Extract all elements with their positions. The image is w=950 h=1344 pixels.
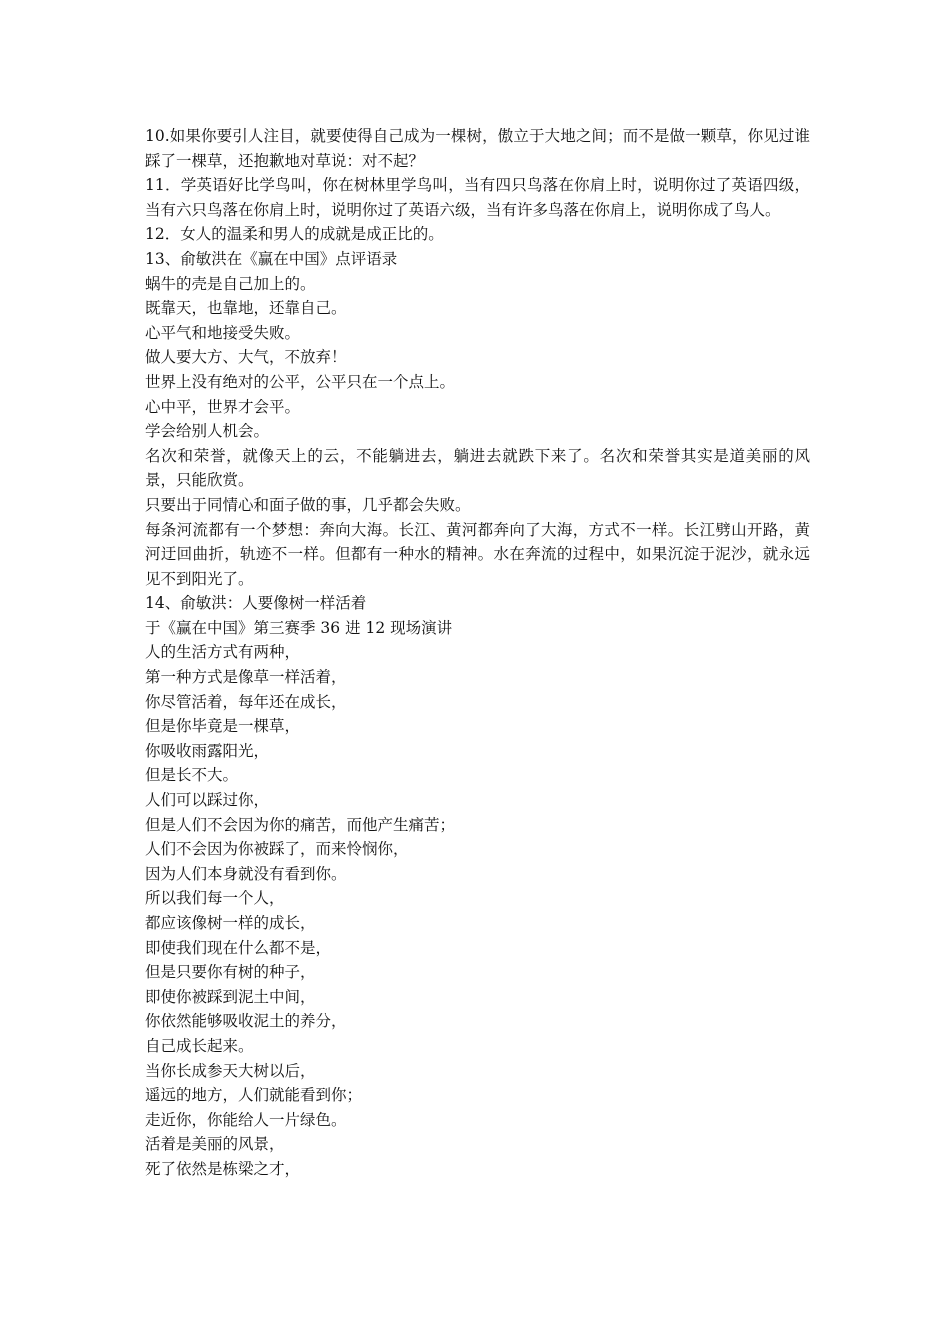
quote-line: 蜗牛的壳是自己加上的。 bbox=[145, 274, 316, 293]
document-page bbox=[145, 124, 810, 1182]
speech-source: 于《赢在中国》第三赛季 36 进 12 现场演讲 bbox=[145, 618, 453, 637]
speech-line: 即使你被踩到泥土中间， bbox=[145, 987, 316, 1006]
speech-line: 即使我们现在什么都不是， bbox=[145, 938, 332, 957]
speech-line: 活着是美丽的风景， bbox=[145, 1135, 285, 1154]
speech-line: 走近你，你能给人一片绿色。 bbox=[145, 1110, 347, 1129]
quote-line: 心平气和地接受失败。 bbox=[145, 323, 301, 342]
paragraph-11: 11．学英语好比学鸟叫，你在树林里学鸟叫，当有四只鸟落在你肩上时，说明你过了英语四级，当有六只鸟落在你肩上时，说明你过了英语六级，当有许多鸟落在你肩上，说明你成了鸟人。 bbox=[145, 176, 810, 219]
paragraph-12: 12．女人的温柔和男人的成就是成正比的。 bbox=[145, 225, 444, 244]
speech-line: 人们不会因为你被踩了，而来怜悯你， bbox=[145, 840, 409, 859]
speech-line: 第一种方式是像草一样活着， bbox=[145, 668, 347, 687]
speech-line: 人的生活方式有两种， bbox=[145, 643, 301, 662]
section-heading-13: 13、俞敏洪在《赢在中国》点评语录 bbox=[145, 249, 398, 268]
speech-line: 但是人们不会因为你的痛苦，而他产生痛苦； bbox=[145, 815, 456, 834]
speech-line: 但是你毕竟是一棵草， bbox=[145, 717, 301, 736]
speech-line: 但是只要你有树的种子， bbox=[145, 963, 316, 982]
section-heading-14: 14、俞敏洪：人要像树一样活着 bbox=[145, 594, 367, 613]
quote-line: 做人要大方、大气，不放弃！ bbox=[145, 348, 347, 367]
speech-line: 你尽管活着，每年还在成长， bbox=[145, 692, 347, 711]
speech-line: 但是长不大。 bbox=[145, 766, 239, 785]
speech-line: 当你长成参天大树以后， bbox=[145, 1061, 316, 1080]
speech-line: 自己成长起来。 bbox=[145, 1036, 254, 1055]
paragraph-10: 10.如果你要引人注目，就要使得自己成为一棵树，傲立于大地之间；而不是做一颗草，你见过谁踩了一棵草，还抱歉地对草说：对不起？ bbox=[145, 127, 810, 170]
speech-line: 人们可以踩过你， bbox=[145, 791, 270, 810]
quote-line: 学会给别人机会。 bbox=[145, 422, 270, 441]
quote-line: 世界上没有绝对的公平，公平只在一个点上。 bbox=[145, 372, 456, 391]
quote-line: 每条河流都有一个梦想：奔向大海。长江、黄河都奔向了大海，方式不一样。长江劈山开路，黄河迂回曲折，轨迹不一样。但都有一种水的精神。水在奔流的过程中，如果沉淀于泥沙，就永远见不到阳光了。 bbox=[145, 520, 810, 588]
quote-line: 名次和荣誉，就像天上的云，不能躺进去，躺进去就跌下来了。名次和荣誉其实是道美丽的风景，只能欣赏。 bbox=[145, 446, 810, 490]
speech-line: 因为人们本身就没有看到你。 bbox=[145, 864, 347, 883]
speech-line: 你依然能够吸收泥土的养分， bbox=[145, 1012, 347, 1031]
quote-line: 既靠天，也靠地，还靠自己。 bbox=[145, 299, 347, 318]
speech-line: 所以我们每一个人， bbox=[145, 889, 285, 908]
quote-line: 心中平，世界才会平。 bbox=[145, 397, 301, 416]
quote-line: 只要出于同情心和面子做的事，几乎都会失败。 bbox=[145, 495, 471, 514]
speech-line: 死了依然是栋梁之才， bbox=[145, 1159, 301, 1178]
speech-line: 遥远的地方，人们就能看到你； bbox=[145, 1086, 363, 1105]
speech-line: 你吸收雨露阳光， bbox=[145, 741, 270, 760]
speech-line: 都应该像树一样的成长， bbox=[145, 914, 316, 932]
